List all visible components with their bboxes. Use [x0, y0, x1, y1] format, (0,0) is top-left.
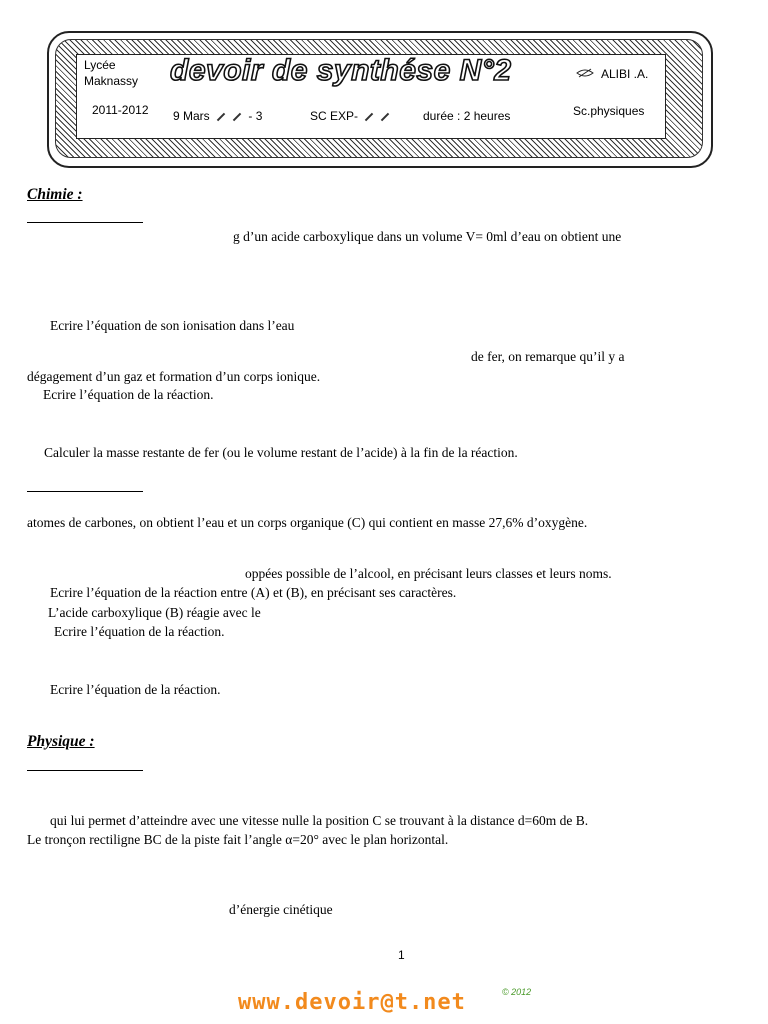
pen-icon	[365, 113, 373, 121]
divider	[27, 770, 143, 771]
school-year: 2011-2012	[92, 103, 149, 117]
class-text: SC EXP-	[310, 109, 359, 123]
text-line: Ecrire l’équation de la réaction.	[54, 624, 225, 639]
section-heading-physique: Physique :	[27, 733, 95, 750]
text-line: atomes de carbones, on obtient l’eau et un corps organique (C) qui contient en masse 27,6% d’oxygène.	[27, 515, 588, 530]
text-line: oppées possible de l’alcool, en précisant leurs classes et leurs noms.	[245, 566, 612, 581]
exam-date-label: 9 Mars	[173, 109, 210, 123]
pen-eye-icon	[576, 66, 594, 76]
text-line: Ecrire l’équation de son ionisation dans l’eau	[50, 318, 295, 333]
divider	[27, 222, 143, 223]
section-heading-chimie: Chimie :	[27, 186, 83, 203]
page-number: 1	[398, 948, 405, 962]
text-line: L’acide carboxylique (B) réagie avec le	[48, 605, 261, 620]
text-line: de fer, on remarque qu’il y a	[471, 349, 625, 364]
exam-duration: durée : 2 heures	[423, 109, 511, 123]
exam-date-suffix: - 3	[248, 109, 263, 123]
text-line: Ecrire l’équation de la réaction.	[50, 682, 221, 697]
text-line: g d’un acide carboxylique dans un volume V= 0ml d’eau on obtient une	[233, 229, 622, 244]
school-name-line1: Lycée	[84, 58, 116, 72]
text-line: qui lui permet d’atteindre avec une vitesse nulle la position C se trouvant à la distance d=60m de B.	[50, 813, 589, 828]
pen-icon	[381, 113, 389, 121]
subject-label: Sc.physiques	[573, 104, 645, 118]
author-name: ALIBI .A.	[601, 67, 649, 81]
text-line: Calculer la masse restante de fer (ou le volume restant de l’acide) à la fin de la réaction.	[44, 445, 518, 460]
text-line: Le tronçon rectiligne BC de la piste fait l’angle α=20° avec le plan horizontal.	[27, 832, 449, 847]
divider	[27, 491, 143, 492]
text-line: d’énergie cinétique	[229, 902, 333, 917]
text-line: Ecrire l’équation de la réaction.	[43, 387, 214, 402]
pen-icon	[233, 113, 241, 121]
text-line: Ecrire l’équation de la réaction entre (A) et (B), en précisant ses caractères.	[50, 585, 457, 600]
watermark-logo: www.devoir@t.net	[238, 990, 466, 1015]
class-label	[310, 109, 393, 123]
exam-date	[173, 109, 262, 123]
page-title: devoir de synthése N°2	[170, 54, 512, 87]
school-name-line2: Maknassy	[84, 74, 139, 88]
pen-icon	[217, 113, 225, 121]
text-line: dégagement d’un gaz et formation d’un corps ionique.	[27, 369, 321, 384]
watermark-year: © 2012	[502, 987, 532, 997]
